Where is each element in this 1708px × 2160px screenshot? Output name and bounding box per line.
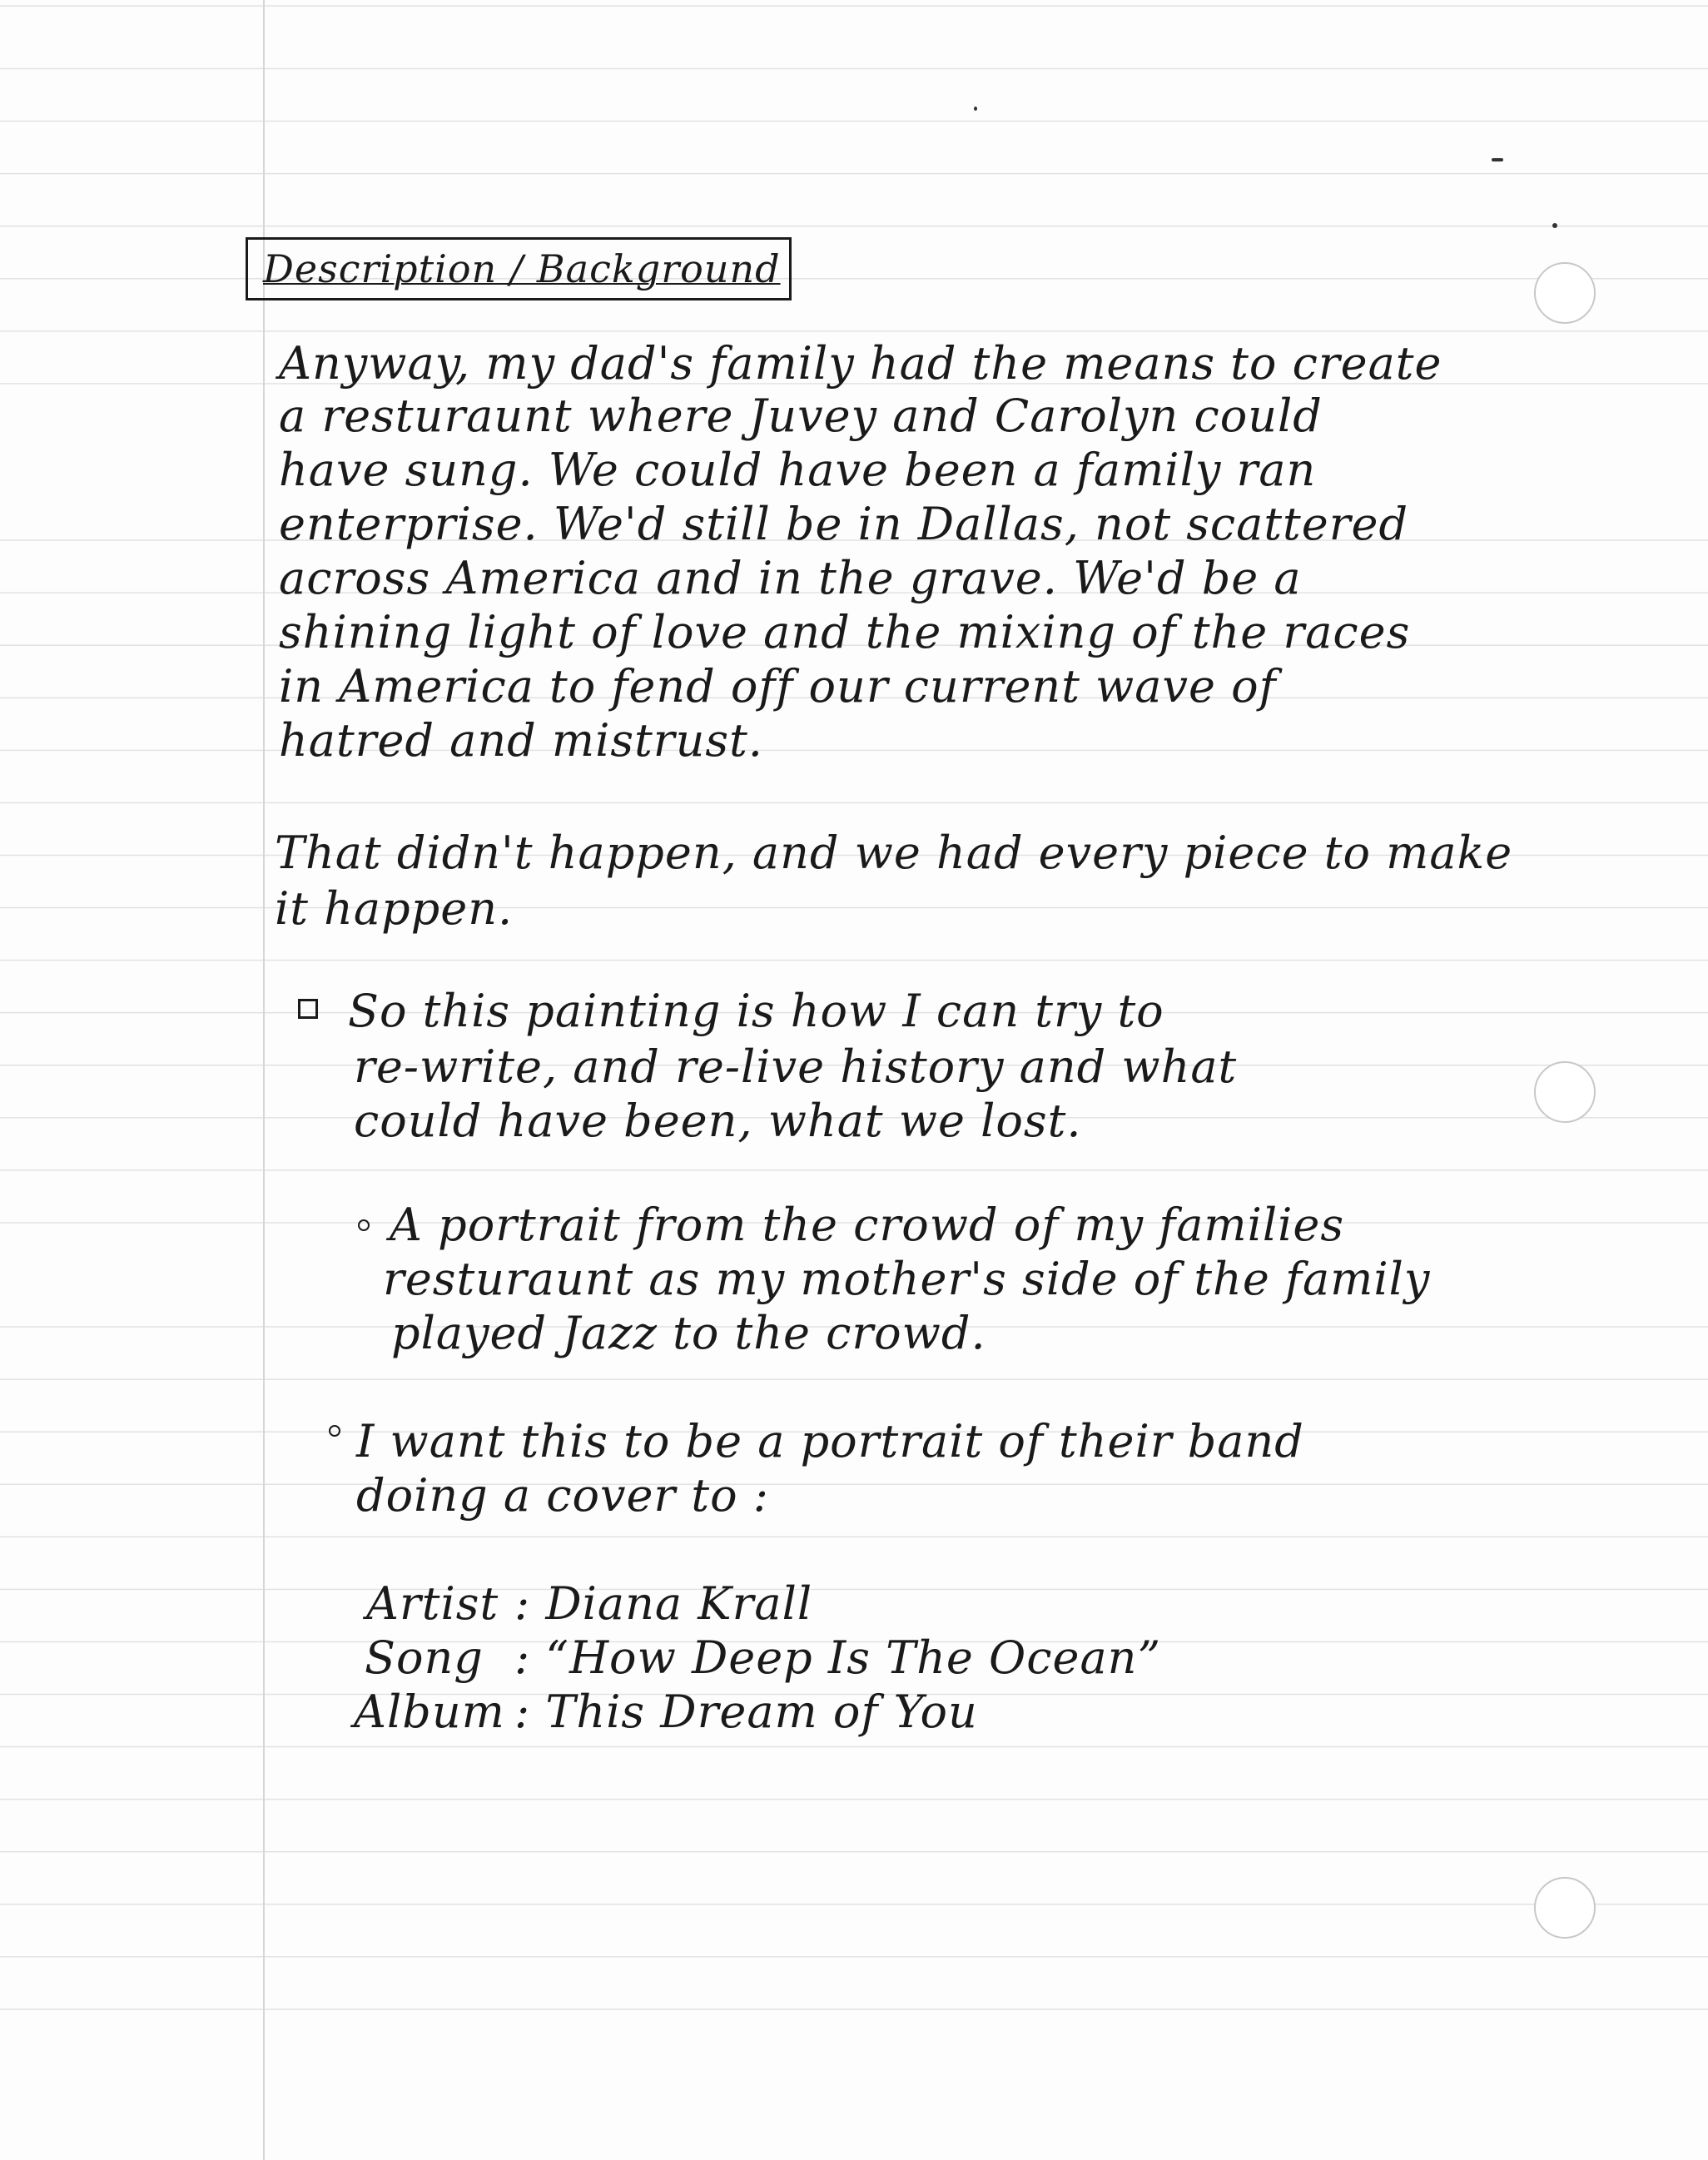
text-line: shining light of love and the mixing of the races <box>279 606 1411 658</box>
margin-line <box>263 0 265 2160</box>
bullet-icon <box>358 1219 370 1231</box>
checkbox-icon <box>298 999 318 1019</box>
text-line: A portrait from the crowd of my families <box>390 1199 1345 1251</box>
binder-hole-bottom <box>1534 1877 1596 1939</box>
text-line: I want this to be a portrait of their band <box>356 1415 1304 1467</box>
text-line: doing a cover to : <box>356 1469 769 1522</box>
ink-speck <box>1492 158 1503 161</box>
text-line: resturaunt as my mother's side of the family <box>383 1253 1431 1305</box>
text-line: across America and in the grave. We'd be a <box>279 552 1302 604</box>
album-value: : This Dream of You <box>514 1686 978 1738</box>
artist-value: : Diana Krall <box>514 1577 813 1630</box>
song-value: : “How Deep Is The Ocean” <box>514 1631 1162 1684</box>
text-line: could have been, what we lost. <box>354 1095 1082 1147</box>
text-line: So this painting is how I can try to <box>348 985 1164 1037</box>
page-heading: Description / Background <box>263 246 781 291</box>
text-line: enterprise. We'd still be in Dallas, not scattered <box>279 498 1409 550</box>
album-label: Album <box>354 1686 505 1738</box>
ink-speck <box>974 107 977 111</box>
artist-label: Artist <box>366 1577 499 1630</box>
text-line: Anyway, my dad's family had the means to create <box>279 337 1442 390</box>
text-line: played Jazz to the crowd. <box>391 1307 986 1359</box>
text-line: in America to fend off our current wave of <box>279 660 1277 713</box>
text-line: hatred and mistrust. <box>279 714 763 767</box>
text-line: have sung. We could have been a family ran <box>279 444 1317 496</box>
text-line: it happen. <box>275 882 514 935</box>
binder-hole-top <box>1534 262 1596 324</box>
ink-speck <box>1552 223 1557 228</box>
text-line: a resturaunt where Juvey and Carolyn could <box>279 390 1323 442</box>
song-label: Song <box>365 1631 484 1684</box>
bullet-icon <box>329 1425 340 1437</box>
text-line: re-write, and re-live history and what <box>354 1040 1238 1093</box>
text-line: That didn't happen, and we had every piece to make <box>275 827 1513 879</box>
binder-hole-middle <box>1534 1061 1596 1123</box>
heading-box <box>246 237 792 300</box>
